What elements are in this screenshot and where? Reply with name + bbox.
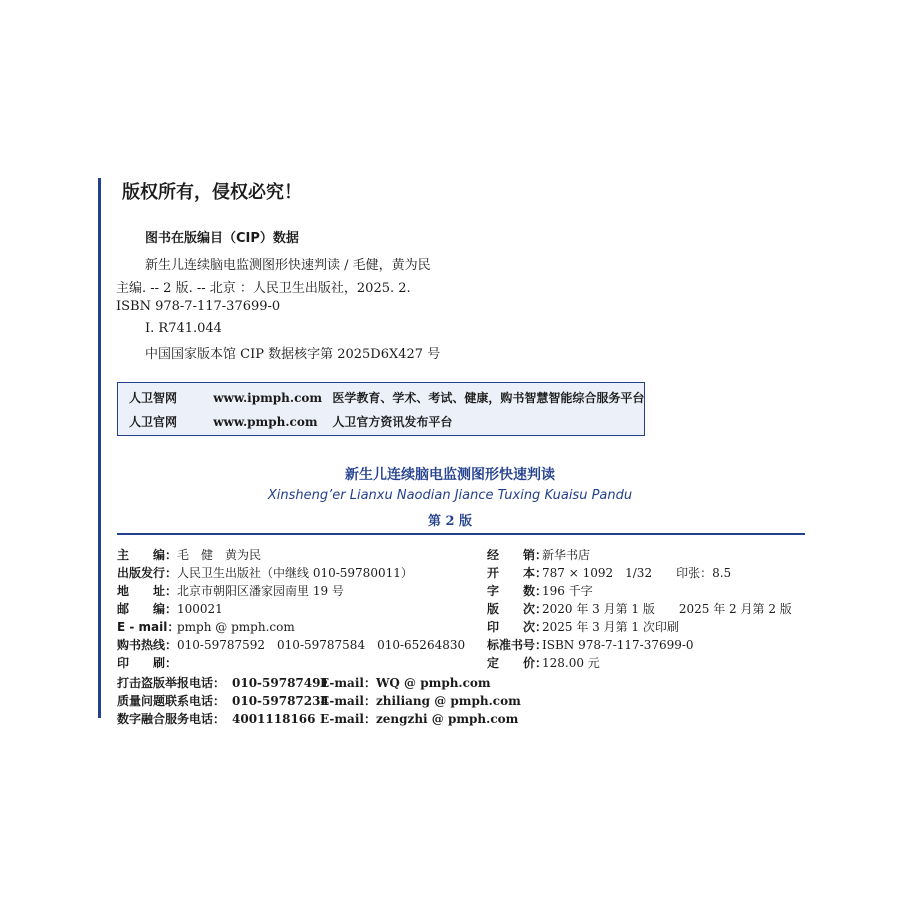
contact-row-piracy: [117, 674, 491, 691]
website-description: 人卫官方资讯发布平台: [332, 415, 453, 429]
divider-line: [117, 533, 805, 535]
copyright-notice: 版权所有，侵权必究！: [122, 182, 302, 203]
detail-value: 2020 年 3 月第 1 版 2025 年 2 月第 2 版: [542, 602, 792, 616]
detail-row-postcode: [117, 600, 223, 617]
detail-value: 196 千字: [542, 584, 593, 598]
contact-label: 质量问题联系电话：: [117, 694, 226, 708]
detail-value: 新华书店: [542, 548, 591, 562]
cip-isbn-line: ISBN 978-7-117-37699-0: [116, 299, 281, 314]
cip-heading: 图书在版编目（CIP）数据: [145, 231, 299, 246]
detail-row-printing: [487, 618, 679, 635]
detail-key: 主 编：: [117, 548, 178, 562]
detail-row-hotline: [117, 636, 465, 653]
cip-title-line: 新生儿连续脑电监测图形快速判读 / 毛健，黄为民: [145, 258, 431, 273]
detail-key: E - mail：: [117, 620, 180, 634]
book-title: 新生儿连续脑电监测图形快速判读: [345, 467, 555, 483]
cip-edition-line: 主编. -- 2 版. -- 北京 ：人民卫生出版社，2025. 2.: [116, 281, 411, 296]
detail-key: 经 销：: [487, 548, 548, 562]
detail-row-editor: [117, 546, 261, 563]
detail-key: 版 次：: [487, 602, 548, 616]
contact-phone: 010-59787234: [232, 694, 329, 708]
contact-label: 数字融合服务电话：: [117, 712, 226, 726]
detail-key: 出版发行：: [117, 566, 178, 580]
detail-value: 2025 年 3 月第 1 次印刷: [542, 620, 679, 634]
website-url[interactable]: www.pmph.com: [213, 415, 318, 429]
contact-phone: 010-59787491: [232, 676, 329, 690]
detail-row-address: [117, 582, 344, 599]
detail-value: 人民卫生出版社（中继线 010-59780011）: [177, 566, 413, 580]
detail-value: 787 × 1092 1/32 印张：8.5: [542, 566, 732, 580]
website-info-box: [117, 382, 645, 436]
contact-phone: 4001118166: [232, 712, 316, 726]
website-row: [129, 413, 452, 430]
website-description: 医学教育、学术、考试、健康，购书智慧智能综合服务平台: [332, 391, 645, 405]
website-row: [129, 389, 644, 406]
website-name: 人卫官网: [129, 415, 178, 429]
detail-row-isbn: [487, 636, 694, 653]
detail-key: 购书热线：: [117, 638, 178, 652]
contact-email[interactable]: E-mail：zhiliang @ pmph.com: [320, 694, 521, 708]
contact-email[interactable]: E-mail：WQ @ pmph.com: [320, 676, 491, 690]
cip-number-line: 中国国家版本馆 CIP 数据核字第 2025D6X427 号: [145, 347, 441, 362]
detail-value: 010-59787592 010-59787584 010-65264830: [177, 638, 466, 652]
contact-label: 打击盗版举报电话：: [117, 676, 226, 690]
detail-row-word-count: [487, 582, 593, 599]
detail-row-email: [117, 618, 295, 635]
cip-class-line: Ⅰ. R741.044: [145, 321, 222, 336]
detail-value: 128.00 元: [542, 656, 600, 670]
detail-row-format: [487, 564, 731, 581]
detail-value: 毛 健 黄为民: [177, 548, 262, 562]
detail-key: 印 次：: [487, 620, 548, 634]
detail-key: 印 刷：: [117, 656, 178, 670]
detail-value: 北京市朝阳区潘家园南里 19 号: [177, 584, 344, 598]
website-url[interactable]: www.ipmph.com: [213, 391, 323, 405]
detail-value: ISBN 978-7-117-37699-0: [542, 638, 694, 652]
website-name: 人卫智网: [129, 391, 178, 405]
detail-key: 地 址：: [117, 584, 178, 598]
detail-row-publisher: [117, 564, 413, 581]
detail-row-distributor: [487, 546, 590, 563]
detail-key: 定 价：: [487, 656, 548, 670]
book-pinyin-title: Xinsheng’er Lianxu Naodian Jiance Tuxing Kuaisu Pandu: [267, 488, 633, 503]
detail-value: 100021: [177, 602, 223, 616]
left-accent-bar: [98, 178, 101, 718]
contact-row-digital: [117, 710, 518, 727]
contact-row-quality: [117, 692, 521, 709]
detail-row-printer: [117, 654, 177, 671]
detail-key: 字 数：: [487, 584, 548, 598]
detail-row-edition: [487, 600, 792, 617]
detail-key: 邮 编：: [117, 602, 178, 616]
detail-key: 标准书号：: [487, 638, 548, 652]
detail-key: 开 本：: [487, 566, 548, 580]
detail-value[interactable]: pmph @ pmph.com: [177, 620, 295, 634]
book-edition: 第 2 版: [427, 514, 473, 529]
contact-email[interactable]: E-mail：zengzhi @ pmph.com: [320, 712, 519, 726]
detail-row-price: [487, 654, 600, 671]
